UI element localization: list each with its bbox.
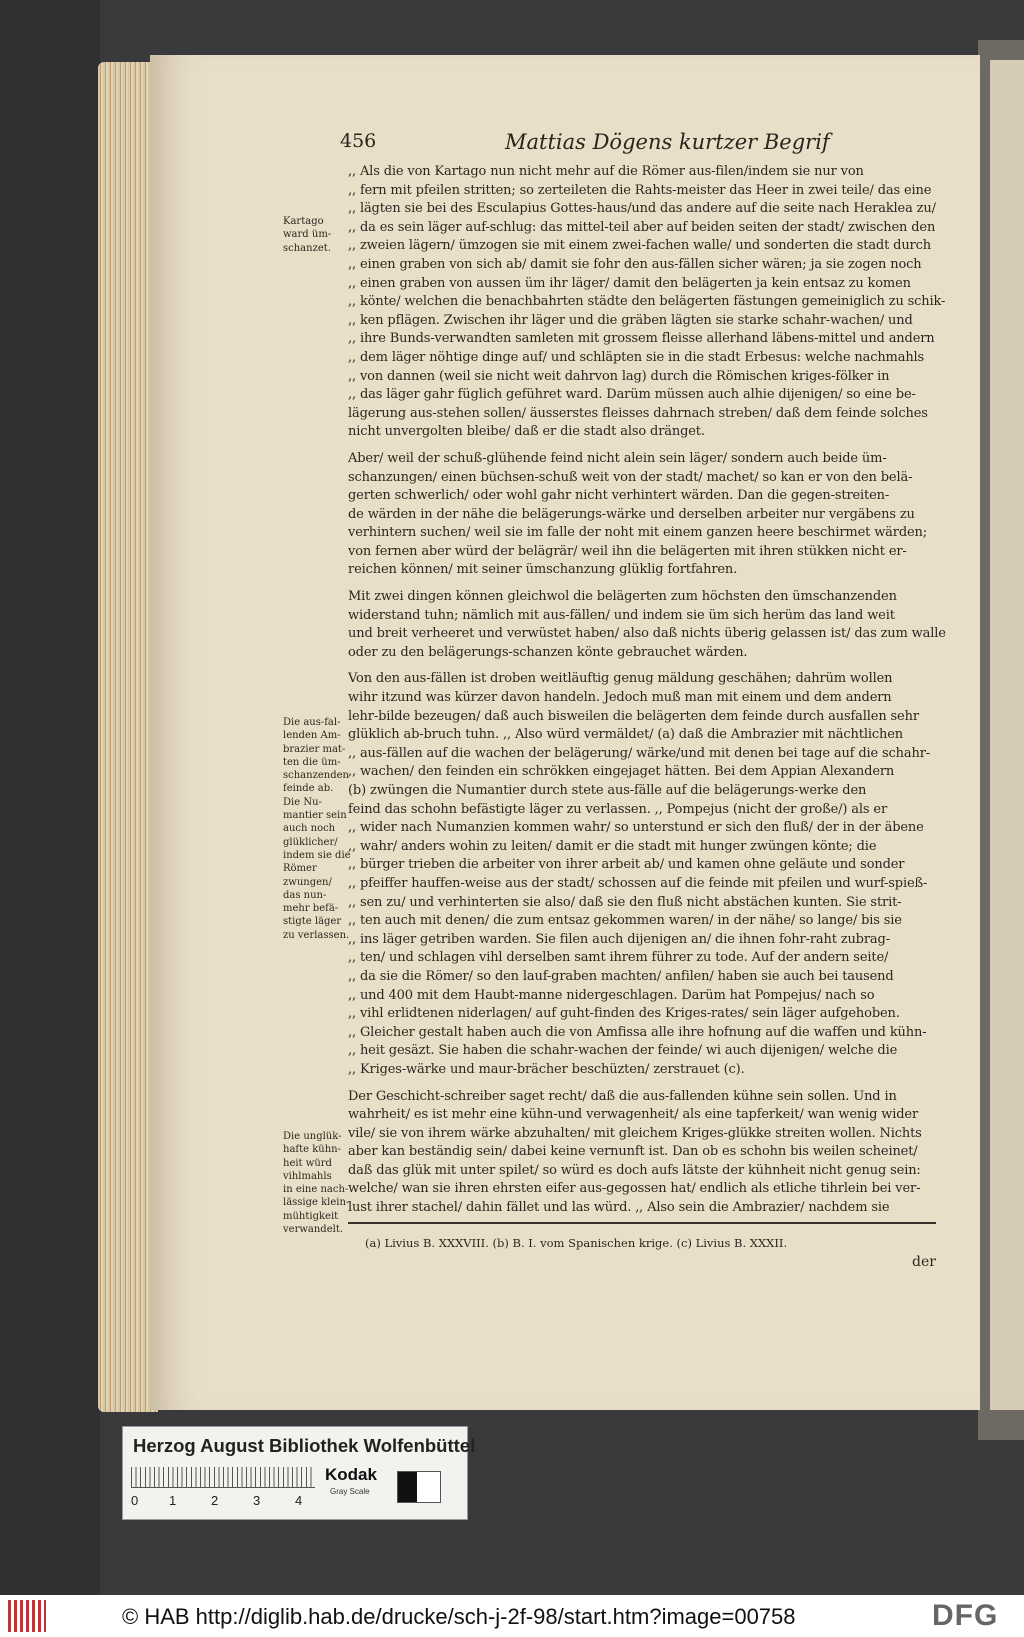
text-line: Von den aus-fällen ist droben weitläuftig genug mäldung geschähen; dahrüm wollen <box>348 671 893 687</box>
page-number: 456 <box>340 130 377 152</box>
text-line: nicht unvergolten bleibe/ daß er die stadt also dränget. <box>348 424 705 440</box>
dfg-logo: DFG <box>932 1599 999 1632</box>
marginal-line: auch noch <box>283 823 336 835</box>
text-line: ,, wider nach Numanzien kommen wahr/ so unterstund er sich den fluß/ der in der äbene <box>348 820 924 836</box>
text-line: ,, ins läger getriben warden. Sie filen auch dijenigen an/ die ihnen fohr-raht zubrag- <box>348 931 890 947</box>
text-line: ,, Gleicher gestalt haben auch die von Amfissa alle ihre hofnung auf die waffen und kühn- <box>348 1024 927 1040</box>
text-line: widerstand tuhn; nämlich mit aus-fällen/ und indem sie üm sich herüm das land weit <box>348 607 895 623</box>
marginal-line: feinde ab. <box>283 783 334 795</box>
footer-bar <box>0 1595 1024 1637</box>
marginal-line: Die Nu- <box>283 796 322 808</box>
ruler-number: 4 <box>295 1493 303 1508</box>
text-line: ,, einen graben von aussen üm ihr läger/ damit den belägerten ja kein entsaz zu komen <box>348 275 911 291</box>
text-line: ,, Kriges-wärke und maur-brächer beschüzten/ zerstrauet (c). <box>348 1061 745 1077</box>
text-line: gerten schwerlich/ oder wohl gahr nicht verhintert wärden. Dan die gegen-streiten- <box>348 488 890 504</box>
text-line: (b) zwüngen die Numantier durch stete aus-fälle auf die belägerungs-werke den <box>348 783 867 798</box>
hab-logo-icon <box>8 1600 46 1632</box>
text-line: verhintern suchen/ weil sie im falle der noht mit einem ganzen heere beschirmet wärden; <box>348 525 928 541</box>
text-line: ,, einen graben von sich ab/ damit sie fohr den aus-fällen sicher wären; ja sie zogen noch <box>348 256 922 272</box>
text-line: schanzungen/ einen büchsen-schuß weit von der stadt/ machet/ so kan er von den belä- <box>348 469 913 485</box>
marginal-line: hafte kühn- <box>283 1144 341 1156</box>
ruler-number: 0 <box>131 1493 139 1508</box>
text-line: vile/ sie von ihrem wärke abzuhalten/ mit gleichem Kriges-glükke streiten wollen. Nichts <box>348 1125 922 1141</box>
body-text <box>348 163 946 1218</box>
marginal-line: indem sie die <box>283 849 351 861</box>
text-line: ,, heit gesäzt. Sie haben die schahr-wachen der feinde/ wi auch dijenigen/ welche die <box>348 1043 898 1059</box>
text-line: ,, aus-fällen auf die wachen der belägerung/ wärke/und mit denen bei tage auf die schahr- <box>348 745 931 761</box>
text-line: wahrheit/ es ist mehr eine kühn-und verwagenheit/ als eine tapferkeit/ wan wenig wider <box>348 1107 919 1123</box>
marginal-line: heit würd <box>283 1157 332 1169</box>
text-line: oder zu den belägerungs-schanzen könte gebrauchet wärden. <box>348 644 748 660</box>
paragraph-gap <box>348 442 946 450</box>
text-line: und breit verheeret und verwüstet haben/ also daß nichts überig gelassen ist/ das zum walle <box>348 626 946 642</box>
marginal-line: lässige klein- <box>283 1197 350 1209</box>
paragraph-gap <box>348 662 946 670</box>
text-line: lägerung aus-stehen sollen/ äusserstes fleisses dahrnach streben/ daß dem feinde solches <box>348 405 928 421</box>
marginal-line: schanzenden <box>283 770 349 782</box>
text-line: lust ihrer stachel/ dahin fället und las würd. ,, Also sein die Ambrazier/ nachdem sie <box>348 1200 890 1216</box>
ruler-number: 1 <box>169 1493 177 1508</box>
marginal-note-kuehnheit <box>283 1130 358 1236</box>
text-line: ,, ten/ und schlagen vihl derselben samt ihrem führer zu tode. Auf der andern seite/ <box>348 950 889 966</box>
kodak-logo: Kodak <box>325 1465 377 1484</box>
marginal-line: in eine nach- <box>283 1184 349 1196</box>
color-calibration-card <box>122 1426 476 1520</box>
marginal-line: ward üm- <box>283 229 332 241</box>
marginal-line: Kartago <box>283 216 324 227</box>
marginal-line: Römer <box>283 863 317 875</box>
marginal-line: mühtigkeit <box>283 1210 339 1222</box>
text-line: von fernen aber würd der belägrär/ weil ihn die belägerten mit ihren stükken nicht er- <box>348 543 907 559</box>
text-line: ,, Als die von Kartago nun nicht mehr auf die Römer aus-filen/indem sie nur von <box>348 164 864 179</box>
text-line: ,, da sie die Römer/ so den lauf-graben machten/ anfilen/ haben sie auch bei tausend <box>348 968 894 984</box>
marginal-line: zu verlassen. <box>283 929 350 941</box>
text-line: ,, lägten sie bei des Esculapius Gottes-haus/und das andere auf die seite nach Heraklea zu/ <box>348 201 936 217</box>
marginal-line: schanzet. <box>283 242 331 254</box>
scale-ruler <box>131 1467 315 1488</box>
running-head: Mattias Dögens kurtzer Begrif <box>505 130 830 154</box>
text-line: welche/ wan sie ihren ehrsten eifer aus-gegossen hat/ endlich als etliche tihrlein bei ver- <box>348 1181 921 1197</box>
marginal-line: mantier sein <box>283 810 347 822</box>
gray-scale-patch <box>397 1471 441 1503</box>
text-line: ,, pfeiffer hauffen-weise aus der stadt/ schossen auf die feinde mit pfeilen und wurf-spieß- <box>348 875 928 891</box>
card-title: Herzog August Bibliothek Wolfenbüttel <box>133 1435 476 1456</box>
text-line: ,, bürger trieben die arbeiter von ihrer arbeit ab/ und kamen ohne geläute und sonder <box>348 857 905 873</box>
marginal-line: Die aus-fal- <box>283 717 341 728</box>
marginal-note-ausfaelle <box>283 716 358 942</box>
marginal-line: zwungen/ <box>283 876 332 888</box>
text-line: ,, zweien lägern/ ümzogen sie mit einem zwei-fachen walle/ und sonderten die stadt durch <box>348 238 931 254</box>
text-line: daß das glük mit unter spilet/ so würd es doch aufs lätste der kühnheit nicht genug sein: <box>348 1162 921 1178</box>
text-line: Aber/ weil der schuß-glühende feind nicht alein sein läger/ sondern auch beide üm- <box>348 450 887 466</box>
text-line: ,, dem läger nöhtige dinge auf/ und schläpten sie in die stadt Erbesus: welche nachmahls <box>348 349 925 365</box>
background-left <box>0 0 100 1595</box>
marginal-line: das nun- <box>283 889 327 901</box>
marginal-line: stigte läger <box>283 916 342 928</box>
text-line: ,, könte/ welchen die benachbahrten städte den belägerten fästungen gemeiniglich zu schik- <box>348 294 946 310</box>
marginal-line: verwandelt. <box>283 1224 344 1236</box>
marginal-line: Die unglük- <box>283 1131 342 1142</box>
text-line: lehr-bilde bezeugen/ daß auch bisweilen die belägerten dem feinde durch ausfallen sehr <box>348 708 919 724</box>
gray-scale-label: Gray Scale <box>330 1487 370 1496</box>
text-line: ,, fern mit pfeilen stritten; so zerteileten die Rahts-meister das Heer in zwei teile/ das eine <box>348 182 932 198</box>
footnotes: (a) Livius B. XXXVIII. (b) B. I. vom Spanischen krige. (c) Livius B. XXXII. <box>365 1236 788 1250</box>
page-header <box>340 130 940 160</box>
footer-url: © HAB http://diglib.hab.de/drucke/sch-j-2f-98/start.htm?image=00758 <box>122 1604 796 1629</box>
text-line: ,, das läger gahr füglich geführet ward. Darüm müssen auch alhie dijenigen/ so eine be- <box>348 387 916 403</box>
page-edges <box>98 62 158 1412</box>
paragraph-gap <box>348 1080 946 1088</box>
facing-page-edge <box>990 60 1024 1410</box>
text-line: Mit zwei dingen können gleichwol die belägerten zum höchsten den ümschanzenden <box>348 589 897 605</box>
marginal-note-kartago <box>283 215 358 255</box>
text-line: ,, ken pflägen. Zwischen ihr läger und die gräben lägten sie starke schahr-wachen/ und <box>348 312 913 328</box>
text-line: ,, ten auch mit denen/ die zum entsaz gekommen waren/ in der nähe/ so lange/ bis sie <box>348 913 902 929</box>
text-line: ,, sen zu/ und verhinterten sie also/ daß sie den fluß nicht abstächen kunten. Sie strit- <box>348 894 902 910</box>
text-line: feind das schohn befästigte läger zu verlassen. ,, Pompejus (nicht der große/) als er <box>348 801 888 817</box>
marginal-line: glüklicher/ <box>283 836 338 848</box>
text-line: ,, ihre Bunds-verwandten samleten mit grossem fleisse allerhand läbens-mittel und andern <box>348 331 935 347</box>
ruler-number: 2 <box>211 1493 219 1508</box>
text-line: Der Geschicht-schreiber saget recht/ daß die aus-fallenden kühne sein sollen. Und in <box>348 1088 897 1104</box>
text-line: reichen können/ mit seiner ümschanzung glüklig fortfahren. <box>348 562 738 578</box>
text-line: aber kan beständig sein/ dabei keine vernunft ist. Dan ob es schohn bis weilen scheinet/ <box>348 1144 918 1160</box>
paragraph-gap <box>348 580 946 588</box>
text-line: ,, von dannen (weil sie nicht weit dahrvon lag) durch die Römischen kriges-fölker in <box>348 368 890 384</box>
text-line: glüklich ab-bruch tuhn. ,, Also würd vermäldet/ (a) daß die Ambrazier mit nächtlichen <box>348 727 903 743</box>
ruler-number: 3 <box>253 1493 261 1508</box>
marginal-line: mehr befä- <box>283 903 339 915</box>
text-line: de wärden in der nähe die belägerungs-wärke und derselben arbeiter nur vergäbens zu <box>348 506 915 522</box>
catchword: der <box>912 1254 936 1270</box>
text-line: ,, da es sein läger auf-schlug: das mittel-teil aber auf beiden seiten der stadt/ zwischen den <box>348 219 936 235</box>
text-line: ,, wahr/ anders wohin zu leiten/ damit er die stadt mit hunger zwüngen könte; die <box>348 838 877 854</box>
marginal-line: lenden Am- <box>283 730 341 742</box>
marginal-line: ten die üm- <box>283 756 341 768</box>
footnote-rule <box>348 1222 936 1224</box>
text-line: ,, und 400 mit dem Haubt-manne nidergeschlagen. Darüm hat Pompejus/ nach so <box>348 987 875 1003</box>
marginal-line: vihlmahls <box>283 1170 332 1182</box>
text-line: ,, wachen/ den feinden ein schrökken eingejaget hätten. Bei dem Appian Alexandern <box>348 764 895 780</box>
text-line: ,, vihl erlidtenen niderlagen/ auf guht-finden des Kriges-rates/ sein läger aufgehoben. <box>348 1006 900 1022</box>
marginal-line: brazier mat- <box>283 743 346 755</box>
text-line: wihr itzund was kürzer davon handeln. Jedoch muß man mit einem und dem andern <box>348 690 892 706</box>
